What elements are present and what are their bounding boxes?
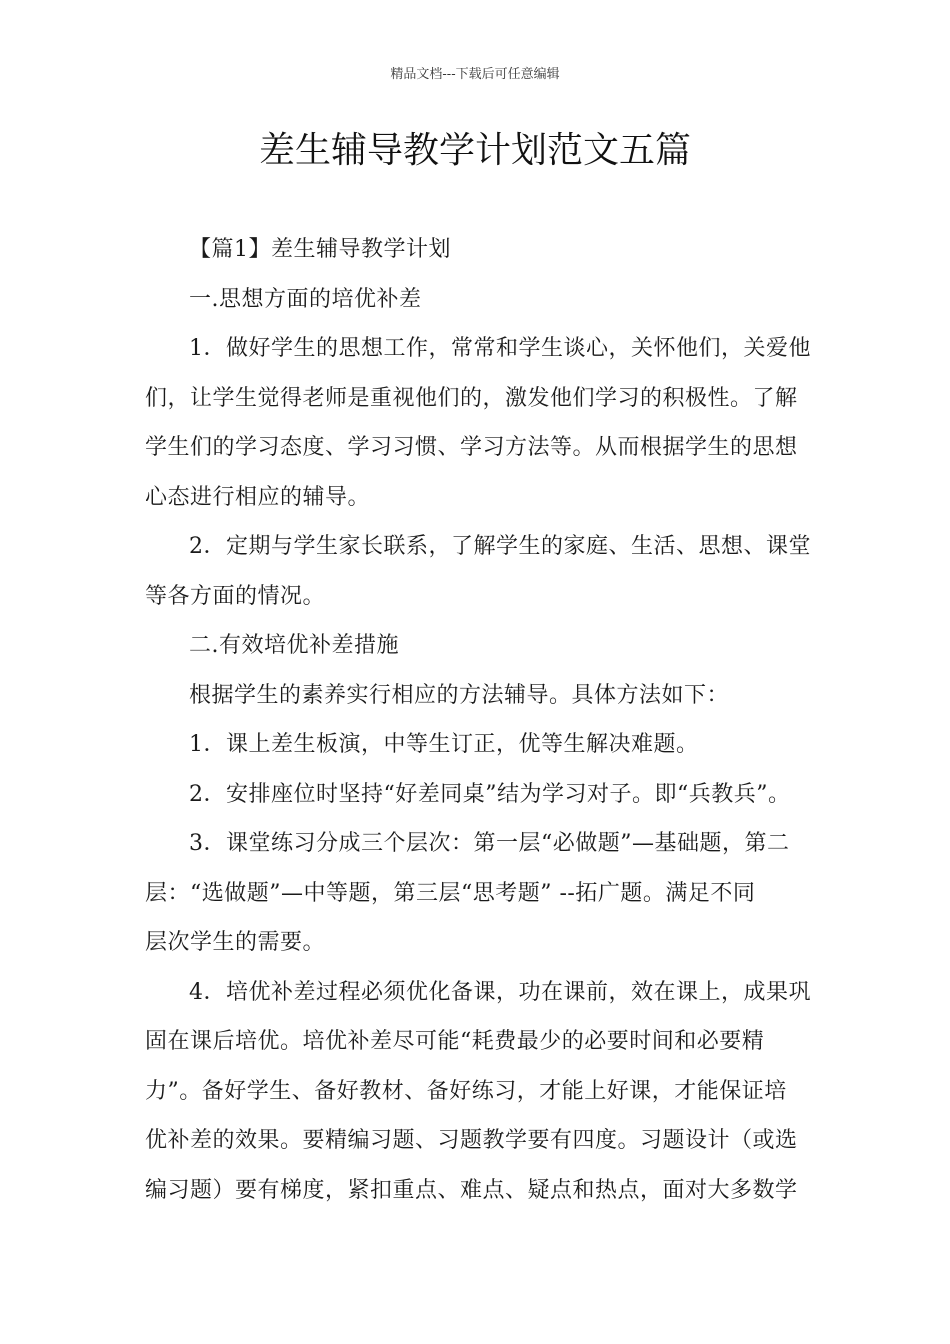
paragraph-line: 1．课上差生板演，中等生订正，优等生解决难题。 <box>189 732 699 757</box>
paragraph-line: 2．安排座位时坚持“好差同桌”结为学习对子。即“兵教兵”。 <box>189 781 791 807</box>
paragraph-line: 心态进行相应的辅导。 <box>145 484 371 510</box>
paragraph-line: 编习题）要有梯度，紧扣重点、难点、疑点和热点，面对大多数学 <box>145 1177 798 1203</box>
section-heading: 【篇1】差生辅导教学计划 <box>189 237 451 262</box>
paragraph-line: 2．定期与学生家长联系，了解学生的家庭、生活、思想、课堂 <box>189 534 811 559</box>
paragraph-line: 3．课堂练习分成三个层次：第一层“必做题”—基础题，第二 <box>189 831 790 856</box>
paragraph-line: 们，让学生觉得老师是重视他们的，激发他们学习的积极性。了解 <box>145 385 798 411</box>
subsection-heading: 二.有效培优补差措施 <box>189 633 399 658</box>
header-note: 精品文档---下载后可任意编辑 <box>390 67 560 82</box>
document-body <box>145 225 825 1215</box>
paragraph-line: 力”。备好学生、备好教材、备好练习，才能上好课，才能保证培 <box>145 1078 787 1104</box>
paragraph-line: 固在课后培优。培优补差尽可能“耗费最少的必要时间和必要精 <box>145 1029 765 1054</box>
paragraph-line: 等各方面的情况。 <box>145 583 326 609</box>
paragraph-line: 层：“选做题”—中等题，第三层“思考题” --拓广题。满足不同 <box>145 880 756 906</box>
paragraph-line: 根据学生的素养实行相应的方法辅导。具体方法如下： <box>189 682 730 708</box>
paragraph-line: 学生们的学习态度、学习习惯、学习方法等。从而根据学生的思想 <box>145 435 798 460</box>
paragraph-line: 优补差的效果。要精编习题、习题教学要有四度。习题设计（或选 <box>145 1128 798 1153</box>
paragraph-line: 层次学生的需要。 <box>145 930 326 955</box>
paragraph-line: 4．培优补差过程必须优化备课，功在课前，效在课上，成果巩 <box>189 979 811 1005</box>
subsection-heading: 一.思想方面的培优补差 <box>189 286 422 312</box>
document-title: 差生辅导教学计划范文五篇 <box>258 130 691 171</box>
paragraph-line: 1．做好学生的思想工作，常常和学生谈心，关怀他们，关爱他 <box>189 336 811 361</box>
